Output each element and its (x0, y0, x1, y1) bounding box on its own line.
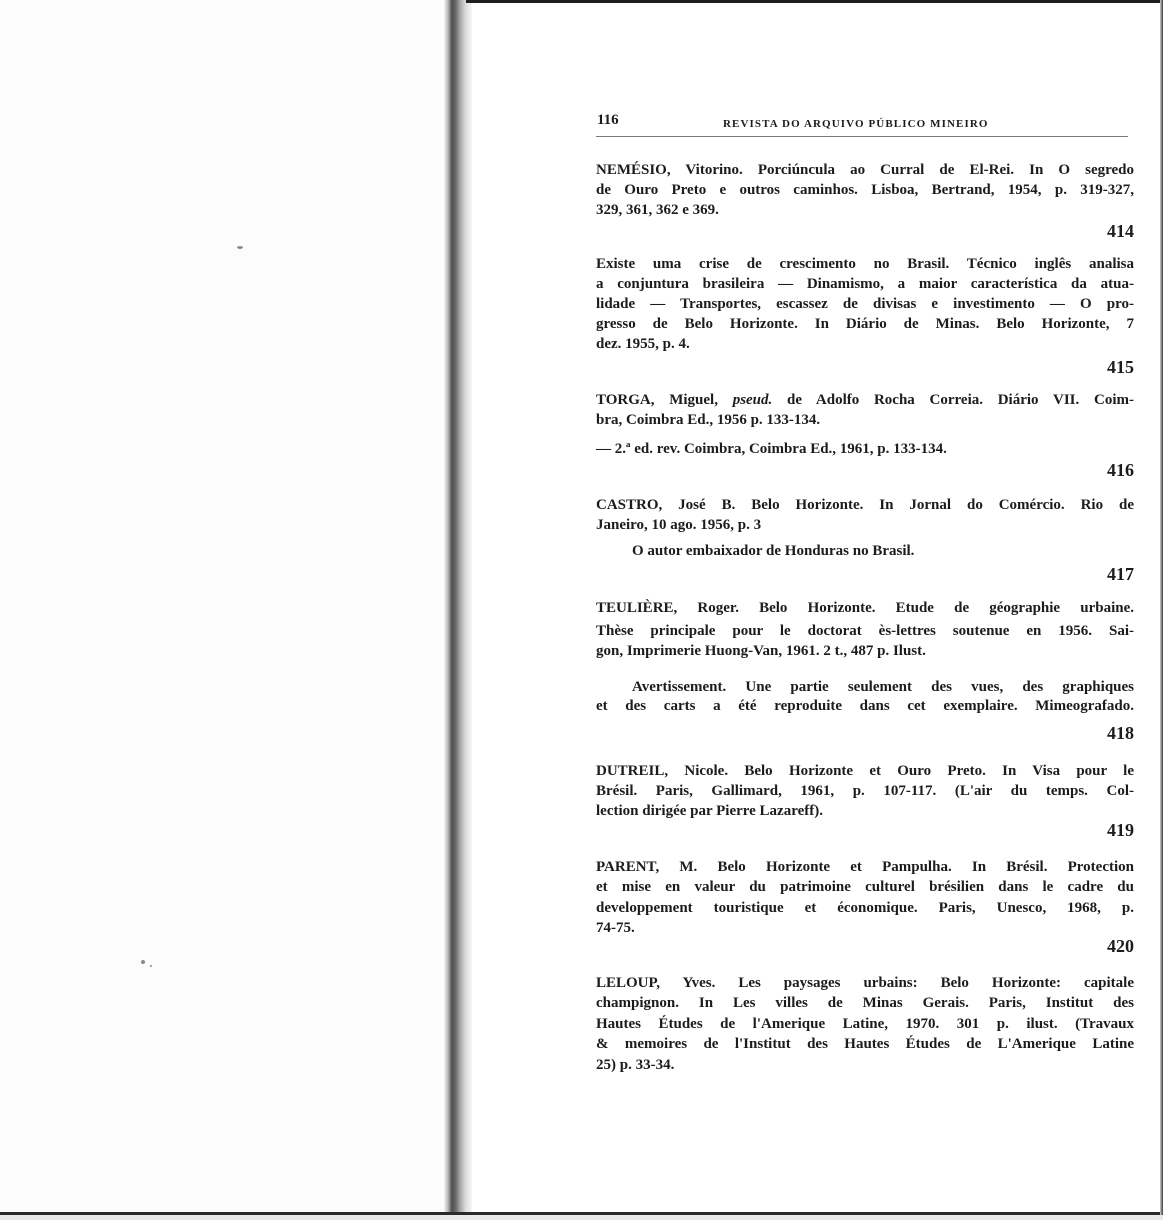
journal-title: REVISTA DO ARQUIVO PÚBLICO MINEIRO (723, 118, 989, 130)
entry-line: bra, Coimbra Ed., 1956 p. 133-134. (596, 412, 821, 428)
page-number: 116 (597, 112, 619, 128)
entry-line: de Ouro Preto e outros caminhos. Lisboa, Bertrand, 1954, p. 319-327, (596, 182, 1134, 198)
entry-number: 419 (1107, 820, 1134, 840)
pseudonym-abbrev: pseud. (732, 392, 773, 408)
entry-line: NEMÉSIO, Vitorino. Porciúncula ao Curral de El-Rei. In O segredo (596, 162, 1134, 178)
blank-left-page (0, 0, 446, 1212)
entry-line: gresso de Belo Horizonte. In Diário de Minas. Belo Horizonte, 7 (596, 316, 1134, 332)
entry-line: & memoires de l'Institut des Hautes Études de L'Amerique Latine (596, 1036, 1134, 1052)
entry-line (596, 390, 1134, 410)
entry-line-text: TORGA, Miguel, (596, 392, 733, 408)
entry-line: 74-75. (596, 920, 635, 936)
entry-number: 417 (1107, 564, 1134, 584)
entry-line: Existe uma crise de crescimento no Brasil. Técnico inglês analisa (596, 256, 1134, 272)
entry-note-line: Avertissement. Une partie seulement des vues, des graphiques (632, 679, 1134, 695)
entry-line: dez. 1955, p. 4. (596, 336, 690, 352)
book-gutter-shadow (444, 0, 472, 1212)
entry-edition-line: — 2.ª ed. rev. Coimbra, Coimbra Ed., 1961, p. 133-134. (596, 441, 947, 457)
entry-line: Janeiro, 10 ago. 1956, p. 3 (596, 517, 762, 533)
entry-note-line: O autor embaixador de Honduras no Brasil. (632, 543, 915, 559)
entry-line: et mise en valeur du patrimoine culturel brésilien dans le cadre du (596, 879, 1134, 895)
entry-line: a conjuntura brasileira — Dinamismo, a maior característica da atua- (596, 276, 1134, 292)
entry-line: 25) p. 33-34. (596, 1057, 675, 1073)
entry-line: Brésil. Paris, Gallimard, 1961, p. 107-117. (L'air du temps. Col- (596, 783, 1134, 799)
entry-line-text: de Adolfo Rocha Correia. Diário VII. Coim- (772, 392, 1134, 408)
entry-line: DUTREIL, Nicole. Belo Horizonte et Ouro Preto. In Visa pour le (596, 763, 1134, 779)
entry-line: lidade — Transportes, escassez de divisas e investimento — O pro- (596, 296, 1134, 312)
entry-line: developpement touristique et économique. Paris, Unesco, 1968, p. (596, 900, 1134, 916)
entry-line: TEULIÈRE, Roger. Belo Horizonte. Etude de géographie urbaine. (596, 600, 1134, 616)
entry-number: 415 (1107, 357, 1134, 377)
entry-line: PARENT, M. Belo Horizonte et Pampulha. In Brésil. Protection (596, 859, 1134, 875)
entry-note-line: et des carts a été reproduite dans cet exemplaire. Mimeografado. (596, 698, 1134, 714)
header-rule (596, 136, 1128, 137)
entry-number: 418 (1107, 723, 1134, 743)
entry-number: 420 (1107, 936, 1134, 956)
scan-speck (141, 960, 145, 964)
entry-number: 414 (1107, 221, 1134, 241)
entry-line: champignon. In Les villes de Minas Gerais. Paris, Institut des (596, 995, 1134, 1011)
scan-speck (150, 965, 152, 967)
entry-line: LELOUP, Yves. Les paysages urbains: Belo Horizonte: capitale (596, 975, 1134, 991)
page-top-edge (466, 0, 1163, 3)
scan-speck (237, 246, 243, 249)
entry-line: CASTRO, José B. Belo Horizonte. In Jornal do Comércio. Rio de (596, 497, 1134, 513)
entry-number: 416 (1107, 460, 1134, 480)
entry-line: lection dirigée par Pierre Lazareff). (596, 803, 823, 819)
entry-line: gon, Imprimerie Huong-Van, 1961. 2 t., 487 p. Ilust. (596, 643, 926, 659)
scan-bottom-margin (0, 1215, 1163, 1220)
entry-line: Thèse principale pour le doctorat ès-lettres soutenue en 1956. Sai- (596, 623, 1134, 639)
entry-line: 329, 361, 362 e 369. (596, 202, 719, 218)
entry-line: Hautes Études de l'Amerique Latine, 1970. 301 p. ilust. (Travaux (596, 1016, 1134, 1032)
